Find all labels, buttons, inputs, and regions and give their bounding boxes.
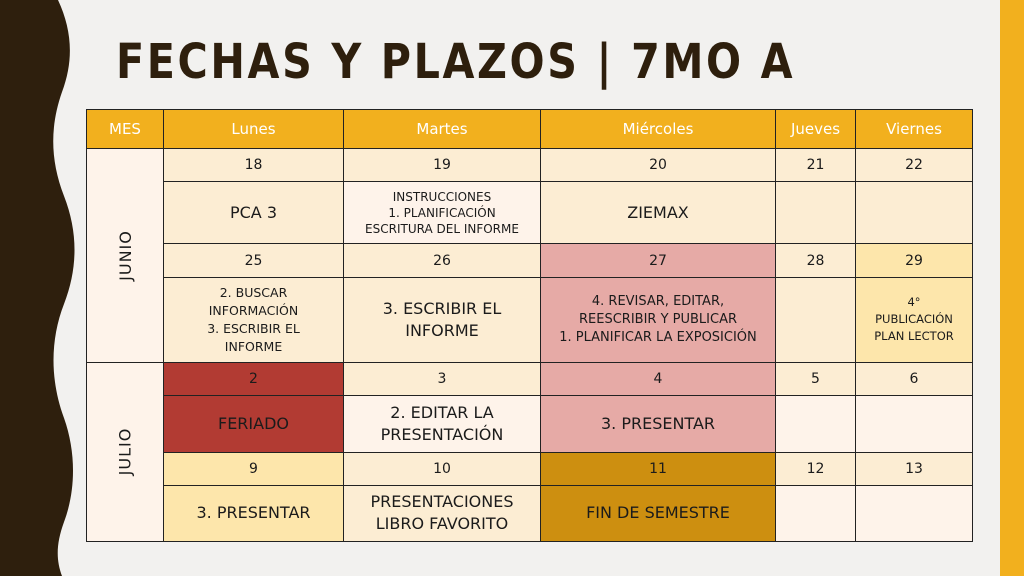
activity-cell: 3. PRESENTAR [541,395,776,452]
day-cell: 13 [856,452,973,485]
activity-line: 4° [907,295,921,310]
activity-cell: PCA 3 [164,182,344,244]
day-cell: 2 [164,362,344,395]
empty-cell [776,278,856,362]
activity-row [87,395,973,452]
header-miercoles: Miércoles [541,110,776,149]
activity-line: INFORME [224,338,283,354]
day-cell: 4 [541,362,776,395]
activity-cell [344,485,541,541]
header-martes: Martes [344,110,541,149]
activity-line: INFORMACIÓN [208,302,299,318]
activity-cell: FIN DE SEMESTRE [541,485,776,541]
day-cell: 20 [541,149,776,182]
empty-cell [776,182,856,244]
activity-cell: ZIEMAX [541,182,776,244]
activity-cell [541,278,776,362]
activity-line: LIBRO FAVORITO [375,514,509,534]
empty-cell [776,485,856,541]
activity-line: 2. EDITAR LA [390,402,494,422]
activity-line: INFORME [405,320,479,340]
month-cell-julio [87,362,164,541]
day-cell: 10 [344,452,541,485]
day-cell: 5 [776,362,856,395]
activity-row [87,278,973,362]
day-cell: 9 [164,452,344,485]
activity-line: ESCRITURA DEL INFORME [365,221,519,236]
day-cell: 22 [856,149,973,182]
day-cell: 28 [776,244,856,278]
header-mes: MES [87,110,164,149]
activity-cell [856,278,973,362]
day-cell: 12 [776,452,856,485]
day-cell: 26 [344,244,541,278]
day-cell: 11 [541,452,776,485]
activity-line: PLAN LECTOR [874,329,954,344]
month-label: JULIO [115,427,135,476]
day-cell: 18 [164,149,344,182]
date-row [87,149,973,182]
header-row [87,110,973,149]
activity-line: PUBLICACIÓN [875,312,953,327]
month-cell-junio [87,149,164,362]
day-cell: 25 [164,244,344,278]
activity-cell [344,395,541,452]
header-lunes: Lunes [164,110,344,149]
activity-line: 3. ESCRIBIR EL [382,298,502,318]
activity-cell [344,182,541,244]
activity-line: 1. PLANIFICACIÓN [388,205,496,220]
day-cell: 6 [856,362,973,395]
activity-cell [344,278,541,362]
schedule-table [86,109,973,542]
activity-row [87,485,973,541]
activity-line: 3. ESCRIBIR EL [207,320,300,336]
activity-line: 4. REVISAR, EDITAR, [591,293,725,309]
activity-cell [164,278,344,362]
day-cell: 3 [344,362,541,395]
activity-line: INSTRUCCIONES [392,189,492,204]
day-cell: 27 [541,244,776,278]
gold-side-bar [1000,0,1024,576]
activity-line: 1. PLANIFICAR LA EXPOSICIÓN [559,329,757,345]
empty-cell [776,395,856,452]
day-cell: 29 [856,244,973,278]
day-cell: 21 [776,149,856,182]
empty-cell [856,395,973,452]
activity-line: PRESENTACIONES [370,492,514,512]
date-row [87,244,973,278]
decorative-wave-border [0,0,80,576]
activity-row [87,182,973,244]
activity-line: PRESENTACIÓN [380,424,504,444]
month-label: JUNIO [115,229,135,281]
empty-cell [856,485,973,541]
activity-cell: 3. PRESENTAR [164,485,344,541]
header-jueves: Jueves [776,110,856,149]
date-row [87,362,973,395]
slide-title: FECHAS Y PLAZOS | 7MO A [116,34,796,90]
date-row [87,452,973,485]
activity-line: 2. BUSCAR [219,284,288,300]
header-viernes: Viernes [856,110,973,149]
empty-cell [856,182,973,244]
activity-line: REESCRIBIR Y PUBLICAR [579,311,737,327]
day-cell: 19 [344,149,541,182]
activity-cell: FERIADO [164,395,344,452]
